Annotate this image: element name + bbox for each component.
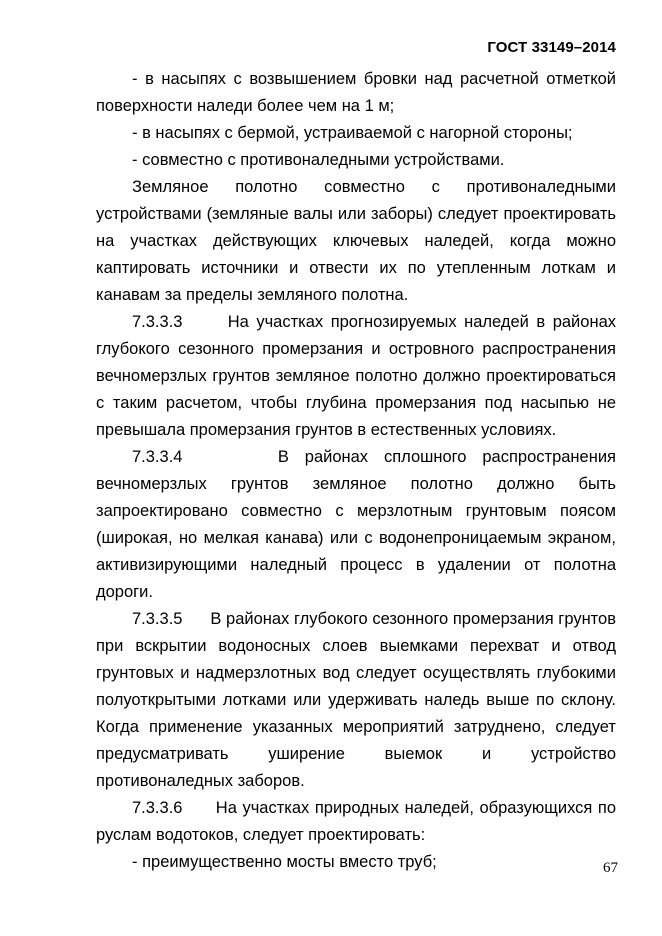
paragraph: - преимущественно мосты вместо труб; xyxy=(132,853,437,871)
paragraph: - в насыпях с бермой, устраиваемой с нагорной стороны; xyxy=(132,124,573,142)
paragraph: - в насыпях с возвышением бровки над расчетной отметкой поверхности наледи более чем на 1 м; xyxy=(96,70,616,115)
paragraph: 7.3.3.5 В районах глубокого сезонного промерзания грунтов при вскрытии водоносных слоев выемками перехват и отвод грунтовых и надмерзлотных вод следует осуществлять глубокими полуоткрытыми лотками или удерживать наледь выше по склону. Когда применение указанных мероприятий затруднено, следует предусматривать уширение выемок и устройство противоналедных заборов. xyxy=(96,610,616,790)
page-number: 67 xyxy=(603,860,618,876)
paragraph: 7.3.3.6 На участках природных наледей, образующихся по руслам водотоков, следует проектировать: xyxy=(96,799,616,844)
paragraph: - совместно с противоналедными устройствами. xyxy=(132,151,505,169)
document-body xyxy=(96,66,616,876)
paragraph: 7.3.3.3 На участках прогнозируемых наледей в районах глубокого сезонного промерзания и островного распространения вечномерзлых грунтов земляное полотно должно проектироваться с таким расчетом, чтобы глубина промерзания под насыпью не превышала промерзания грунтов в естественных условиях. xyxy=(96,313,616,439)
paragraph: 7.3.3.4 В районах сплошного распространения вечномерзлых грунтов земляное полотно должно быть запроектировано совместно с мерзлотным грунтовым поясом (широкая, но мелкая канава) или с водонепроницаемым экраном, активизирующими наледный процесс в удалении от полотна дороги. xyxy=(96,448,616,601)
paragraph: Земляное полотно совместно с противоналедными устройствами (земляные валы или заборы) следует проектировать на участках действующих ключевых наледей, когда можно каптировать источники и отвести их по утепленным лоткам и канавам за пределы земляного полотна. xyxy=(96,178,616,304)
document-header-standard-code: ГОСТ 33149–2014 xyxy=(487,39,616,56)
